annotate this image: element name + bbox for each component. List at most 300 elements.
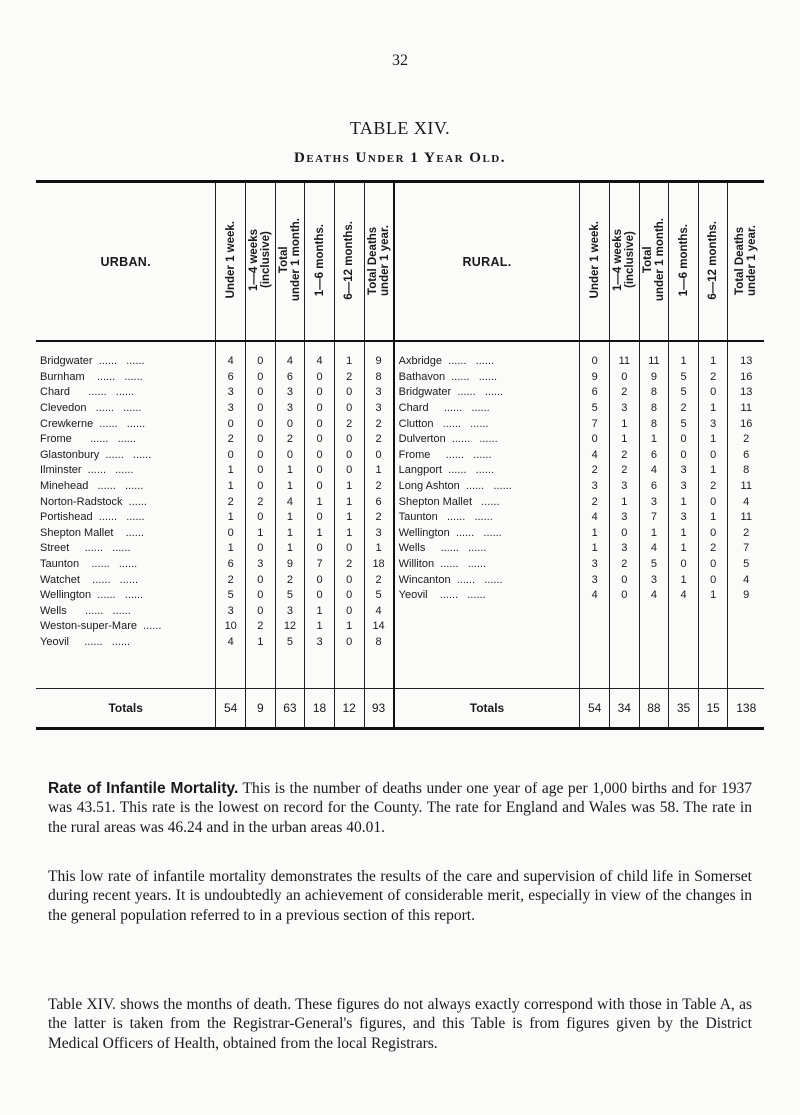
urban-value: 3 — [216, 401, 246, 417]
rural-value — [728, 604, 764, 620]
urban-heading: URBAN. — [36, 182, 216, 342]
rural-value: 16 — [728, 416, 764, 432]
rural-value: 3 — [580, 557, 610, 573]
spacer-cell — [580, 650, 610, 689]
rural-value: 2 — [698, 479, 728, 495]
urban-district-name: Taunton ...... ...... — [40, 558, 138, 571]
rural-value: 0 — [580, 354, 610, 370]
rural-value: 3 — [580, 479, 610, 495]
rural-value: 0 — [698, 572, 728, 588]
rural-value: 0 — [698, 494, 728, 510]
table-row — [36, 448, 764, 464]
rural-value: 1 — [580, 541, 610, 557]
rural-value: 5 — [669, 416, 699, 432]
rural-value: 11 — [728, 401, 764, 417]
spacer-cell — [394, 650, 580, 689]
urban-value: 0 — [334, 448, 364, 464]
urban-value: 0 — [246, 448, 276, 464]
rural-value: 13 — [728, 385, 764, 401]
urban-value: 1 — [216, 463, 246, 479]
urban-value: 1 — [305, 494, 335, 510]
rural-value: 11 — [728, 510, 764, 526]
urban-value: 2 — [334, 557, 364, 573]
rural-value: 0 — [669, 448, 699, 464]
table-row — [36, 619, 764, 635]
table-row — [36, 432, 764, 448]
urban-total-value: 9 — [246, 689, 276, 729]
urban-col-header: 6—12 months. — [334, 182, 364, 342]
rural-value: 2 — [609, 463, 639, 479]
urban-value: 6 — [364, 494, 394, 510]
rural-value: 9 — [580, 370, 610, 386]
urban-total-value: 12 — [334, 689, 364, 729]
urban-district-name: Yeovil ...... ...... — [40, 635, 131, 648]
rural-totals-label: Totals — [394, 689, 580, 729]
spacer-cell — [275, 650, 305, 689]
urban-district-name: Portishead ...... ...... — [40, 511, 145, 524]
rural-district-name: Wellington ...... ...... — [394, 526, 580, 542]
rural-value: 0 — [609, 588, 639, 604]
rural-value: 5 — [669, 385, 699, 401]
urban-value: 2 — [246, 619, 276, 635]
rural-value — [698, 604, 728, 620]
rural-value — [639, 619, 669, 635]
table-row — [36, 510, 764, 526]
rural-value: 0 — [580, 432, 610, 448]
urban-value: 2 — [334, 370, 364, 386]
rural-value: 4 — [580, 510, 610, 526]
rural-value: 0 — [669, 432, 699, 448]
urban-totals-label: Totals — [36, 689, 216, 729]
rural-district-name: Langport ...... ...... — [394, 463, 580, 479]
rural-value: 7 — [728, 541, 764, 557]
rural-value: 3 — [580, 572, 610, 588]
urban-value: 0 — [305, 416, 335, 432]
urban-value: 0 — [305, 510, 335, 526]
urban-value: 1 — [334, 479, 364, 495]
rural-total-value: 54 — [580, 689, 610, 729]
table-row — [36, 354, 764, 370]
spacer-row — [36, 650, 764, 689]
page-number: 32 — [392, 52, 408, 69]
rural-district-name: Chard ...... ...... — [394, 401, 580, 417]
urban-value: 1 — [334, 354, 364, 370]
urban-value: 0 — [305, 385, 335, 401]
rural-value — [669, 619, 699, 635]
urban-value: 0 — [305, 370, 335, 386]
rural-total-value: 88 — [639, 689, 669, 729]
urban-value: 5 — [275, 635, 305, 651]
urban-value: 2 — [275, 572, 305, 588]
urban-value: 0 — [246, 401, 276, 417]
urban-value: 0 — [246, 588, 276, 604]
rural-value: 2 — [580, 463, 610, 479]
rural-value: 4 — [728, 572, 764, 588]
infant-mortality-paragraph — [48, 779, 752, 838]
spacer-cell — [669, 650, 699, 689]
rural-value: 3 — [609, 479, 639, 495]
urban-value: 0 — [305, 572, 335, 588]
urban-value: 0 — [216, 448, 246, 464]
urban-value: 0 — [334, 588, 364, 604]
rural-value: 2 — [698, 541, 728, 557]
rural-value: 1 — [669, 526, 699, 542]
urban-value: 3 — [364, 526, 394, 542]
urban-value: 4 — [216, 635, 246, 651]
urban-district-name: Weston-super-Mare ...... — [40, 620, 162, 633]
rural-value: 6 — [580, 385, 610, 401]
urban-value: 6 — [216, 557, 246, 573]
urban-value: 2 — [334, 416, 364, 432]
urban-col-header: 1—4 weeks (inclusive) — [246, 182, 276, 342]
rural-district-name — [394, 619, 580, 635]
urban-total-value: 63 — [275, 689, 305, 729]
rural-value: 1 — [580, 526, 610, 542]
urban-value: 1 — [275, 541, 305, 557]
urban-value: 1 — [305, 526, 335, 542]
rural-district-name: Axbridge ...... ...... — [394, 354, 580, 370]
urban-value: 0 — [275, 448, 305, 464]
rural-value: 1 — [609, 416, 639, 432]
urban-value: 0 — [246, 510, 276, 526]
rural-value: 4 — [669, 588, 699, 604]
urban-value: 8 — [364, 370, 394, 386]
rural-col-header: 6—12 months. — [698, 182, 728, 342]
rural-value — [639, 635, 669, 651]
spacer-cell — [305, 650, 335, 689]
rural-col-header: 1—4 weeks (inclusive) — [609, 182, 639, 342]
urban-value: 0 — [334, 604, 364, 620]
urban-value: 3 — [275, 401, 305, 417]
urban-value: 9 — [275, 557, 305, 573]
urban-value: 0 — [216, 526, 246, 542]
table-note-paragraph: Table XIV. shows the months of death. These figures do not always exactly correspond with those in Table A, as the latter is taken from the Registrar-General's figures, and this Table is from figures given by the District Medical Officers of Health, obtained from the local Registrars. — [48, 995, 752, 1052]
rural-value: 13 — [728, 354, 764, 370]
urban-value: 4 — [275, 494, 305, 510]
table-row — [36, 588, 764, 604]
urban-value: 0 — [246, 604, 276, 620]
rural-value: 0 — [669, 557, 699, 573]
table-body — [36, 341, 764, 729]
spacer-row — [36, 341, 764, 354]
rural-district-name: Clutton ...... ...... — [394, 416, 580, 432]
urban-col-header: Total under 1 month. — [275, 182, 305, 342]
rural-value — [728, 619, 764, 635]
rural-value: 9 — [728, 588, 764, 604]
rural-value: 1 — [698, 432, 728, 448]
spacer-cell — [728, 650, 764, 689]
rural-value: 1 — [669, 572, 699, 588]
rural-district-name — [394, 604, 580, 620]
rural-value: 7 — [639, 510, 669, 526]
urban-value: 9 — [364, 354, 394, 370]
urban-district-name: Ilminster ...... ...... — [40, 464, 134, 477]
rural-district-name: Yeovil ...... ...... — [394, 588, 580, 604]
rural-value — [580, 619, 610, 635]
urban-value: 3 — [275, 385, 305, 401]
rural-district-name: Wincanton ...... ...... — [394, 572, 580, 588]
rural-value: 2 — [580, 494, 610, 510]
rural-value — [580, 635, 610, 651]
urban-value: 1 — [275, 479, 305, 495]
urban-value: 1 — [334, 510, 364, 526]
rural-value: 2 — [609, 385, 639, 401]
urban-district-name: Norton-Radstock ...... — [40, 495, 147, 508]
urban-value: 4 — [305, 354, 335, 370]
rural-value: 0 — [698, 526, 728, 542]
urban-value: 6 — [216, 370, 246, 386]
rural-value: 0 — [698, 448, 728, 464]
rural-value — [609, 635, 639, 651]
urban-value: 0 — [246, 479, 276, 495]
deaths-table — [36, 180, 764, 730]
rural-value: 3 — [609, 541, 639, 557]
rural-value: 1 — [698, 510, 728, 526]
rural-value: 2 — [609, 557, 639, 573]
rural-total-value: 15 — [698, 689, 728, 729]
rural-value — [728, 635, 764, 651]
urban-value: 0 — [334, 385, 364, 401]
urban-value: 0 — [305, 541, 335, 557]
rural-value: 11 — [609, 354, 639, 370]
urban-value: 1 — [275, 510, 305, 526]
urban-district-name: Burnham ...... ...... — [40, 370, 143, 383]
rural-district-name: Taunton ...... ...... — [394, 510, 580, 526]
rural-value: 0 — [609, 370, 639, 386]
rural-value: 4 — [580, 448, 610, 464]
care-paragraph: This low rate of infantile mortality demonstrates the results of the care and supervision of child life in Somerset during recent years. It is undoubtedly an achievement of considerable merit, especially in view of the changes in the general population referred to in a previous section of this report. — [48, 867, 752, 924]
rural-value: 1 — [669, 541, 699, 557]
rural-district-name: Frome ...... ...... — [394, 448, 580, 464]
urban-district-name: Wellington ...... ...... — [40, 589, 144, 602]
rural-col-header: Under 1 week. — [580, 182, 610, 342]
rural-value: 3 — [639, 494, 669, 510]
urban-value: 0 — [334, 401, 364, 417]
rural-value — [698, 619, 728, 635]
urban-value: 2 — [364, 510, 394, 526]
urban-value: 1 — [334, 494, 364, 510]
rural-value: 3 — [669, 463, 699, 479]
rural-value: 8 — [728, 463, 764, 479]
table-row — [36, 416, 764, 432]
urban-value: 1 — [275, 526, 305, 542]
rural-value: 1 — [669, 354, 699, 370]
table-row — [36, 526, 764, 542]
rural-value — [580, 604, 610, 620]
urban-value: 1 — [275, 463, 305, 479]
urban-col-header: Total Deaths under 1 year. — [364, 182, 394, 342]
urban-value: 1 — [246, 526, 276, 542]
urban-value: 1 — [216, 541, 246, 557]
rural-value: 5 — [639, 557, 669, 573]
rural-total-value: 35 — [669, 689, 699, 729]
urban-value: 0 — [364, 448, 394, 464]
urban-value: 3 — [216, 385, 246, 401]
rural-value: 1 — [698, 463, 728, 479]
urban-value: 0 — [275, 416, 305, 432]
table-subtitle: Deaths Under 1 Year Old. — [293, 150, 506, 166]
rural-value: 16 — [728, 370, 764, 386]
rural-value: 2 — [728, 432, 764, 448]
urban-col-header: Under 1 week. — [216, 182, 246, 342]
rural-value: 8 — [639, 385, 669, 401]
rural-value — [639, 604, 669, 620]
rural-value: 8 — [639, 416, 669, 432]
urban-value: 14 — [364, 619, 394, 635]
urban-value: 0 — [246, 370, 276, 386]
rural-value: 6 — [639, 448, 669, 464]
rural-value: 3 — [669, 510, 699, 526]
rural-value: 0 — [698, 385, 728, 401]
urban-value: 1 — [364, 541, 394, 557]
rural-value: 2 — [609, 448, 639, 464]
rural-district-name: Bridgwater ...... ...... — [394, 385, 580, 401]
rural-value — [669, 635, 699, 651]
urban-value: 0 — [246, 432, 276, 448]
urban-total-value: 54 — [216, 689, 246, 729]
urban-value: 0 — [305, 588, 335, 604]
urban-value: 2 — [364, 432, 394, 448]
urban-value: 4 — [275, 354, 305, 370]
spacer-cell — [609, 650, 639, 689]
spacer-cell — [36, 650, 216, 689]
rural-value: 1 — [639, 432, 669, 448]
urban-value: 2 — [364, 572, 394, 588]
rural-value: 5 — [728, 557, 764, 573]
spacer-cell — [698, 650, 728, 689]
urban-value: 12 — [275, 619, 305, 635]
rural-value: 3 — [639, 572, 669, 588]
rural-value: 0 — [609, 572, 639, 588]
urban-value: 1 — [216, 510, 246, 526]
urban-value: 0 — [305, 479, 335, 495]
rural-value: 5 — [580, 401, 610, 417]
spacer-cell — [364, 650, 394, 689]
rural-value: 11 — [728, 479, 764, 495]
table-row — [36, 635, 764, 651]
spacer-cell — [216, 650, 246, 689]
table-row — [36, 604, 764, 620]
urban-value: 0 — [305, 401, 335, 417]
urban-district-name: Frome ...... ...... — [40, 433, 136, 446]
urban-value: 0 — [305, 463, 335, 479]
urban-value: 0 — [334, 572, 364, 588]
rural-value: 9 — [639, 370, 669, 386]
urban-value: 0 — [334, 432, 364, 448]
rural-value: 3 — [609, 510, 639, 526]
rural-value — [669, 604, 699, 620]
spacer-cell — [639, 650, 669, 689]
urban-value: 5 — [216, 588, 246, 604]
rural-col-header: Total under 1 month. — [639, 182, 669, 342]
rural-value: 1 — [609, 494, 639, 510]
urban-value: 4 — [216, 354, 246, 370]
urban-value: 10 — [216, 619, 246, 635]
rural-district-name: Dulverton ...... ...... — [394, 432, 580, 448]
urban-district-name: Watchet ...... ...... — [40, 573, 139, 586]
urban-value: 1 — [334, 619, 364, 635]
rural-total-value: 34 — [609, 689, 639, 729]
urban-district-name: Street ...... ...... — [40, 542, 131, 555]
urban-district-name: Chard ...... ...... — [40, 386, 135, 399]
rural-value: 6 — [728, 448, 764, 464]
urban-value: 0 — [305, 432, 335, 448]
rural-value: 2 — [728, 526, 764, 542]
urban-value: 0 — [216, 416, 246, 432]
table-header — [36, 182, 764, 342]
urban-district-name: Minehead ...... ...... — [40, 480, 144, 493]
urban-value: 2 — [216, 432, 246, 448]
urban-value: 2 — [364, 416, 394, 432]
rural-value: 2 — [698, 370, 728, 386]
urban-value: 0 — [334, 541, 364, 557]
spacer-cell — [334, 650, 364, 689]
rural-value: 1 — [698, 401, 728, 417]
rural-heading: RURAL. — [394, 182, 580, 342]
totals-row — [36, 689, 764, 729]
urban-value: 3 — [216, 604, 246, 620]
urban-district-name: Bridgwater ...... ...... — [40, 355, 145, 368]
rural-district-name — [394, 635, 580, 651]
urban-value: 2 — [216, 494, 246, 510]
rural-district-name: Bathavon ...... ...... — [394, 370, 580, 386]
urban-value: 0 — [246, 463, 276, 479]
rural-value: 4 — [639, 541, 669, 557]
spacer-cell — [246, 650, 276, 689]
rural-value: 1 — [609, 432, 639, 448]
paragraph-lead: Rate of Infantile Mortality. — [48, 779, 239, 797]
rural-value: 8 — [639, 401, 669, 417]
rural-value: 1 — [698, 588, 728, 604]
deaths-table-container — [36, 180, 764, 730]
rural-col-header: Total Deaths under 1 year. — [728, 182, 764, 342]
table-row — [36, 401, 764, 417]
rural-value: 4 — [639, 588, 669, 604]
table-row — [36, 541, 764, 557]
urban-value: 2 — [364, 479, 394, 495]
rural-district-name: Wells ...... ...... — [394, 541, 580, 557]
rural-value: 2 — [669, 401, 699, 417]
urban-value: 0 — [246, 385, 276, 401]
urban-district-name: Wells ...... ...... — [40, 604, 131, 617]
urban-value: 2 — [275, 432, 305, 448]
urban-value: 0 — [246, 416, 276, 432]
urban-total-value: 93 — [364, 689, 394, 729]
rural-value: 0 — [698, 557, 728, 573]
urban-value: 8 — [364, 635, 394, 651]
rural-value — [609, 604, 639, 620]
rural-value: 0 — [609, 526, 639, 542]
rural-district-name: Long Ashton ...... ...... — [394, 479, 580, 495]
urban-value: 0 — [334, 463, 364, 479]
urban-district-name: Clevedon ...... ...... — [40, 402, 142, 415]
table-row — [36, 479, 764, 495]
urban-value: 7 — [305, 557, 335, 573]
table-row — [36, 557, 764, 573]
rural-value: 3 — [669, 479, 699, 495]
urban-col-header: 1—6 months. — [305, 182, 335, 342]
urban-value: 3 — [364, 385, 394, 401]
urban-value: 3 — [305, 635, 335, 651]
urban-total-value: 18 — [305, 689, 335, 729]
table-row — [36, 463, 764, 479]
urban-value: 1 — [305, 619, 335, 635]
urban-value: 2 — [216, 572, 246, 588]
urban-district-name: Crewkerne ...... ...... — [40, 417, 146, 430]
rural-total-value: 138 — [728, 689, 764, 729]
rural-district-name: Williton ...... ...... — [394, 557, 580, 573]
table-row — [36, 370, 764, 386]
